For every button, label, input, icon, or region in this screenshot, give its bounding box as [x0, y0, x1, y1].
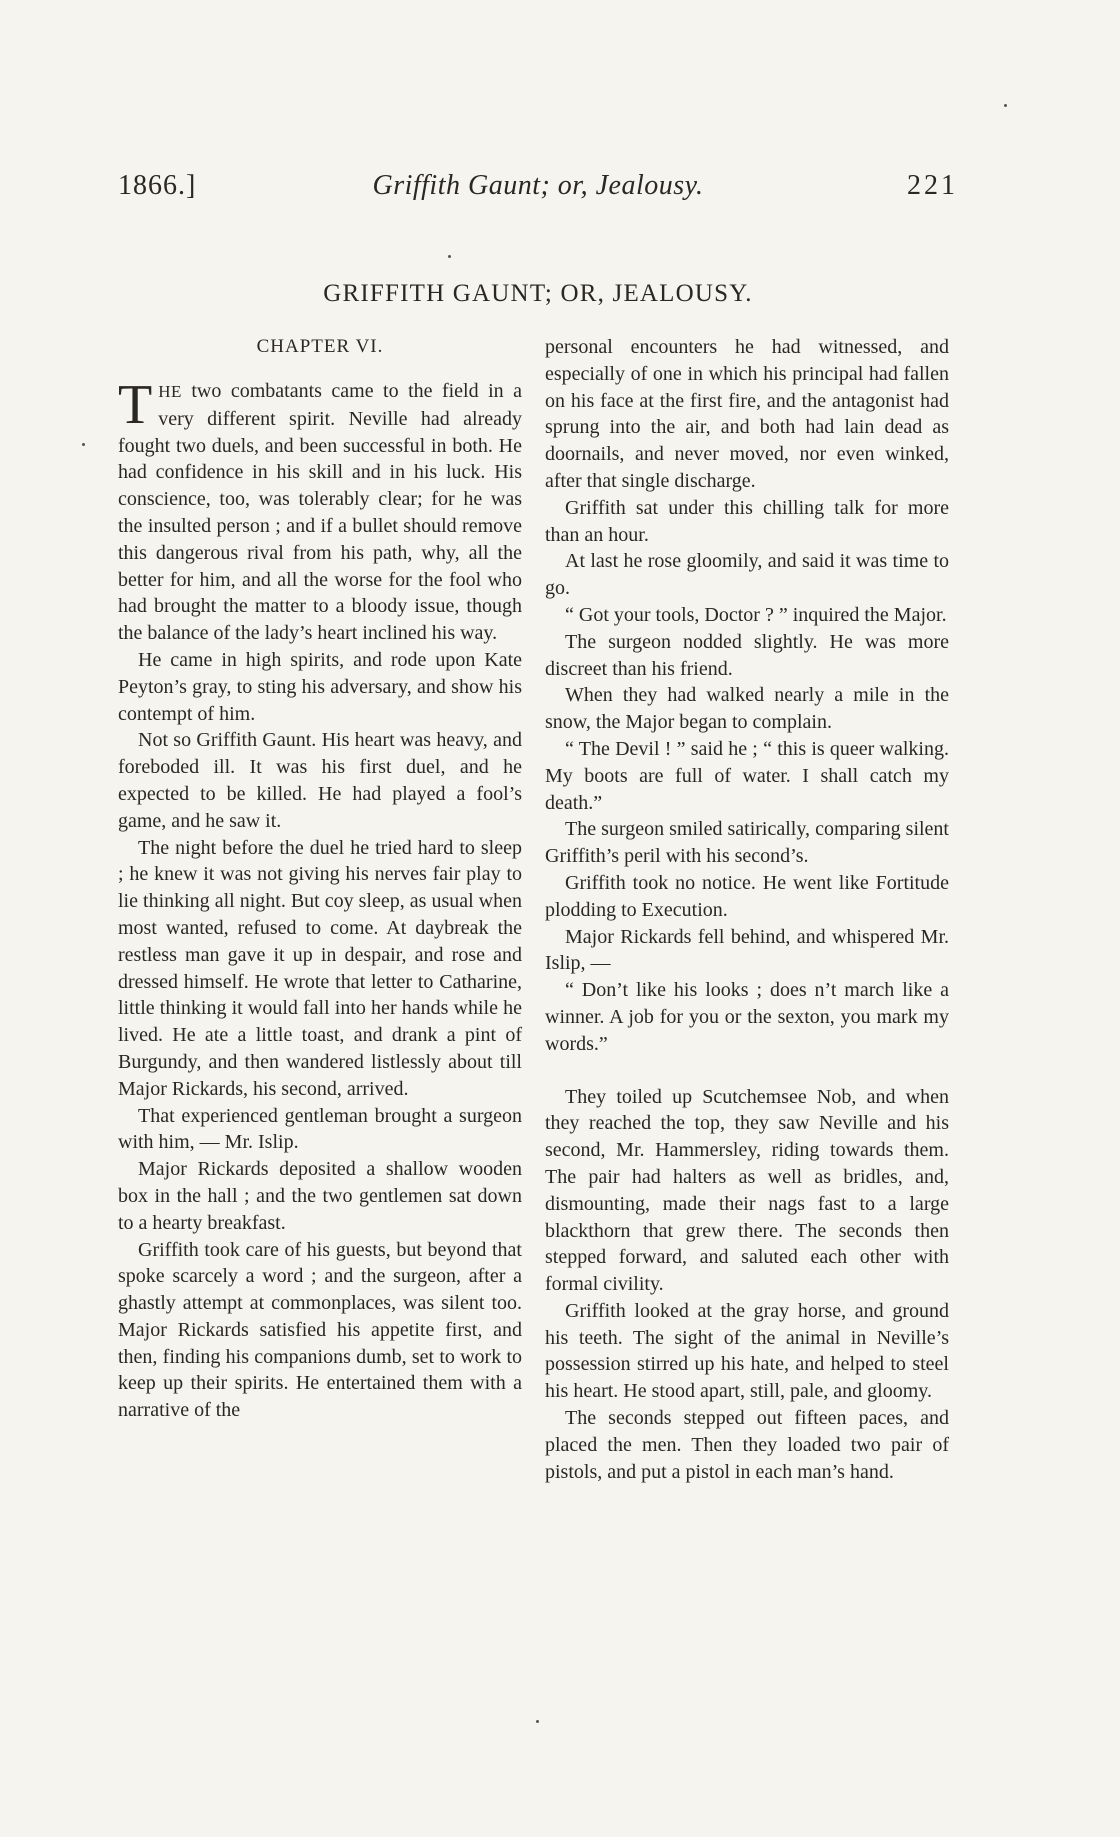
paragraph: “ Got your tools, Doctor ? ” inquired the Major. — [565, 603, 947, 626]
running-head-title: Griffith Gaunt; or, Jealousy. — [372, 170, 704, 201]
paragraph-continued: personal encounters he had witnessed, and especially of one in which his principal had fallen on his face at the first fire, and the antagonist had sprung into the air, and both had lain dead as doornails, and never moved, nor even winked, after that single discharge. — [545, 336, 949, 492]
right-column — [545, 334, 949, 1485]
paragraph: The night before the duel he tried hard to sleep ; he knew it was not giving his nerves fair play to lie thinking all night. But coy sleep, as usual when most wanted, refused to come. At daybreak the restless man gave it up in despair, and rose and dressed himself. He wrote that letter to Catharine, little thinking it would fall into her hands while he lived. He ate a little toast, and drank a pint of Burgundy, and then wandered listlessly about till Major Rickards, his second, arrived. — [118, 836, 522, 1100]
paragraph: He came in high spirits, and rode upon Kate Peyton’s gray, to sting his adversary, and show his contempt of him. — [118, 648, 522, 725]
paragraph: Griffith sat under this chilling talk for more than an hour. — [545, 496, 949, 546]
paper-speck — [1004, 104, 1007, 107]
paragraph: The surgeon nodded slightly. He was more discreet than his friend. — [545, 630, 949, 680]
running-head-year: 1866.] — [118, 170, 197, 201]
running-head — [118, 170, 958, 210]
paragraph: Griffith looked at the gray horse, and ground his teeth. The sight of the animal in Neville’s possession stirred up his hate, and helped to steel his heart. He stood apart, still, pale, and gloomy. — [545, 1299, 949, 1403]
paragraph: When they had walked nearly a mile in the snow, the Major began to complain. — [545, 684, 949, 734]
drop-cap: T — [118, 374, 153, 436]
paragraph: The surgeon smiled satirically, comparing silent Griffith’s peril with his second’s. — [545, 818, 949, 868]
paper-speck — [448, 255, 451, 258]
paragraph: Major Rickards fell behind, and whispered Mr. Islip, — — [545, 925, 949, 975]
page-number: 221 — [907, 170, 958, 201]
paragraph: Griffith took no notice. He went like Fortitude plodding to Execution. — [545, 871, 949, 921]
paragraph: Major Rickards deposited a shallow wooden box in the hall ; and the two gentlemen sat down to a hearty breakfast. — [118, 1158, 522, 1234]
article-title: GRIFFITH GAUNT; OR, JEALOUSY. — [323, 280, 753, 307]
paragraph: “ The Devil ! ” said he ; “ this is queer walking. My boots are full of water. I shall catch my death.” — [545, 737, 949, 814]
paragraph: They toiled up Scutchemsee Nob, and when they reached the top, they saw Neville and his second, Mr. Hammersley, riding towards them. The pair had halters as well as bridles, and, dismounting, made their nags fast to a large blackthorn that grew there. The seconds then stepped forward, and saluted each other with formal civility. — [545, 1085, 949, 1296]
opening-word-rest: HE — [158, 382, 182, 401]
paper-speck — [536, 1720, 539, 1723]
paragraph: At last he rose gloomily, and said it was time to go. — [545, 550, 949, 600]
left-column — [118, 334, 522, 1424]
paragraph-text: two combatants came to the field in a very different spirit. Neville had already fought two duels, and been successful in both. He had confidence in his skill and in his luck. His conscience, too, was tolerably clear; for he was the insulted person ; and if a bullet should remove this dangerous rival from his path, why, all the better for him, and all the worse for the fool who had brought the matter to a bloody issue, though the balance of the lady’s heart inclined his way. — [118, 380, 522, 645]
chapter-heading: CHAPTER VI. — [256, 336, 384, 357]
paragraph: Griffith took care of his guests, but beyond that spoke scarcely a word ; and the surgeon, after a ghastly attempt at commonplaces, was silent too. Major Rickards satisfied his appetite first, and then, finding his companions dumb, set to work to keep up their spirits. He entertained them with a narrative of the — [118, 1238, 522, 1422]
paper-speck — [82, 443, 85, 446]
opening-paragraph — [118, 374, 522, 647]
paragraph: Not so Griffith Gaunt. His heart was heavy, and foreboded ill. It was his first duel, and he expected to be killed. He had played a fool’s game, and he saw it. — [118, 729, 522, 832]
paragraph: The seconds stepped out fifteen paces, and placed the men. Then they loaded two pair of pistols, and put a pistol in each man’s hand. — [545, 1407, 949, 1483]
paragraph: That experienced gentleman brought a surgeon with him, — Mr. Islip. — [118, 1104, 522, 1154]
paragraph: “ Don’t like his looks ; does n’t march like a winner. A job for you or the sexton, you mark my words.” — [545, 979, 949, 1055]
